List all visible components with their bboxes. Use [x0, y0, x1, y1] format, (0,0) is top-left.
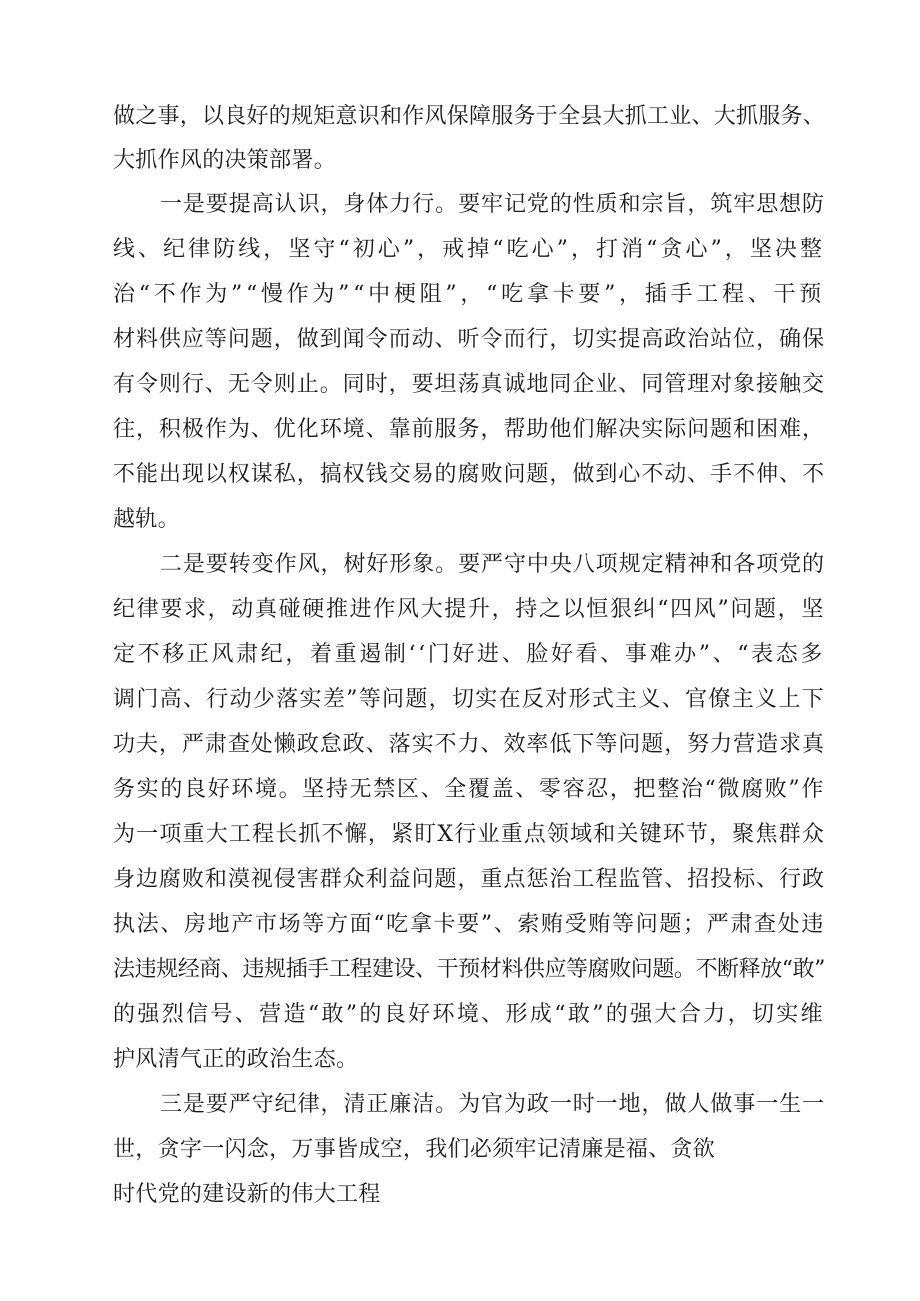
text-line: 大抓作风的决策部署。: [113, 148, 337, 173]
text-line: 功夫，严肃查处懒政怠政、落实不力、效率低下等问题，努力营造求真: [113, 732, 825, 757]
text-line: 往，积极作为、优化环境、靠前服务，帮助他们解决实际问题和困难，: [113, 417, 825, 442]
text-line: 有令则行、无令则止。同时，要坦荡真诚地同企业、同管理对象接触交: [113, 372, 825, 397]
text-line: 务实的良好环境。坚持无禁区、全覆盖、零容忍，把整治“微腐败”作: [113, 777, 825, 802]
text-line: 调门高、行动少落实差”等问题，切实在反对形式主义、官僚主义上下: [113, 687, 825, 712]
text-line: 的强烈信号、营造“敢”的良好环境、形成“敢”的强大合力，切实维: [113, 1002, 825, 1027]
text-line: 越轨。: [113, 507, 180, 532]
text-line: 护风清气正的政治生态。: [113, 1047, 359, 1072]
text-line: 纪律要求，动真碰硬推进作风大提升，持之以恒狠纠“四风”问题，坚: [113, 597, 825, 622]
text-line: 治“不作为”“慢作为”“中梗阻”，“吃拿卡要”，插手工程、干预: [113, 282, 825, 307]
text-line: 材料供应等问题，做到闻令而动、听令而行，切实提高政治站位，确保: [113, 327, 825, 352]
text-line: 为一项重大工程长抓不懈，紧盯X行业重点领域和关键环节，聚焦群众: [113, 822, 825, 847]
text-line: 执法、房地产市场等方面“吃拿卡要”、索贿受贿等问题；严肃查处违: [113, 912, 825, 937]
text-line: 线、纪律防线，坚守“初心”，戒掉“吃心”，打消“贪心”，坚决整: [113, 237, 825, 262]
paragraph-2-start: 二是要转变作风，树好形象。要严守中央八项规定精神和各项党的: [160, 552, 825, 577]
text-line: 时代党的建设新的伟大工程: [113, 1182, 381, 1207]
text-line: 法违规经商、违规插手工程建设、干预材料供应等腐败问题。不断释放“敢”: [113, 957, 825, 982]
paragraph-1-start: 一是要提高认识，身体力行。要牢记党的性质和宗旨，筑牢思想防: [160, 192, 825, 217]
text-line: 不能出现以权谋私，搞权钱交易的腐败问题，做到心不动、手不伸、不: [113, 462, 825, 487]
paragraph-3-start: 三是要严守纪律，清正廉洁。为官为政一时一地，做人做事一生一: [160, 1092, 825, 1117]
text-line: 定不移正风肃纪，着重遏制‘‘门好进、脸好看、事难办”、“表态多: [113, 642, 825, 667]
text-line: 世，贪字一闪念，万事皆成空，我们必须牢记清廉是福、贪欲: [113, 1137, 716, 1162]
text-line: 做之事，以良好的规矩意识和作风保障服务于全县大抓工业、大抓服务、: [113, 104, 825, 129]
text-line: 身边腐败和漠视侵害群众利益问题，重点惩治工程监管、招投标、行政: [113, 867, 825, 892]
